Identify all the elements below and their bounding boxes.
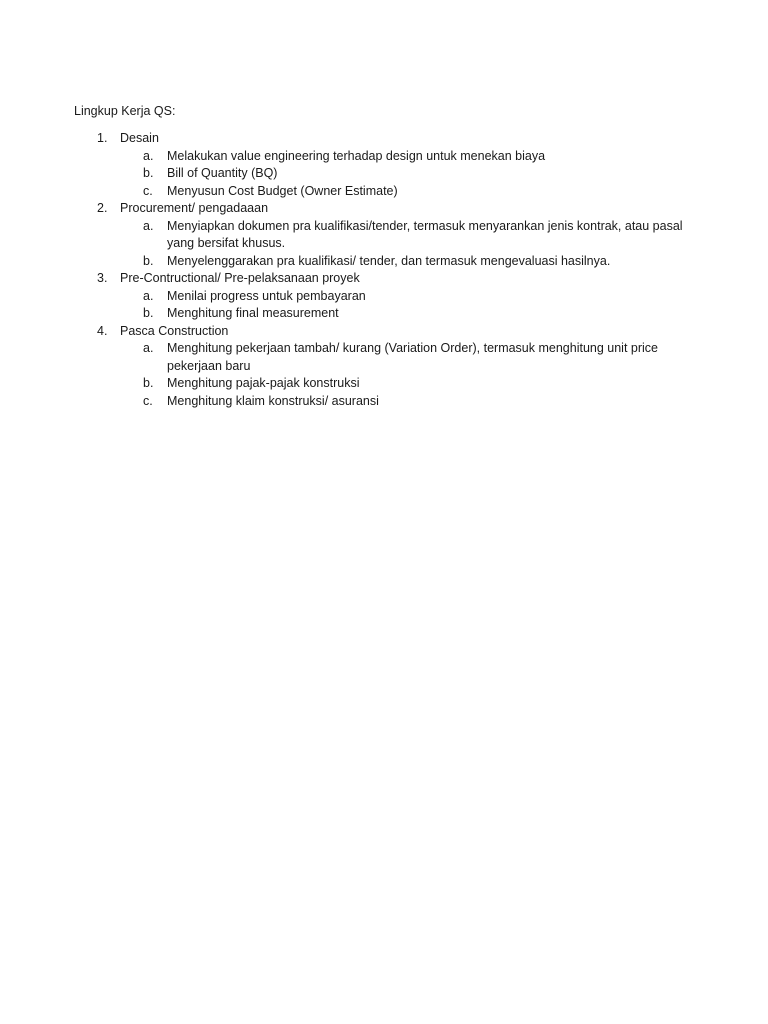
list-section-pre-construction xyxy=(0,270,768,323)
item-text: Menghitung pajak-pajak konstruksi xyxy=(167,376,360,390)
section-number: 4. xyxy=(97,323,108,338)
list-item xyxy=(0,340,768,375)
section-heading-row xyxy=(0,270,768,288)
item-letter: a. xyxy=(143,341,154,355)
section-number: 2. xyxy=(97,201,108,215)
list-item xyxy=(0,288,768,306)
item-text: Menilai progress untuk pembayaran xyxy=(167,288,366,303)
section-heading: Pre-Contructional/ Pre-pelaksanaan proyek xyxy=(120,271,360,285)
item-text: Menghitung pekerjaan tambah/ kurang (Variation Order), termasuk menghitung unit price pekerjaan baru xyxy=(167,341,659,373)
item-letter: b. xyxy=(143,306,154,320)
scope-list xyxy=(0,130,768,410)
section-heading: Pasca Construction xyxy=(120,323,229,338)
item-letter: a. xyxy=(143,218,154,233)
list-item xyxy=(0,305,768,323)
item-text: Menghitung klaim konstruksi/ asuransi xyxy=(167,393,379,408)
section-heading: Procurement/ pengadaaan xyxy=(120,201,269,215)
list-item xyxy=(0,393,768,411)
item-text: Menyiapkan dokumen pra kualifikasi/tender, termasuk menyarankan jenis kontrak, atau pasal yang bersifat khusus. xyxy=(167,218,683,250)
item-letter: b. xyxy=(143,166,154,180)
section-heading-row xyxy=(0,323,768,341)
list-item xyxy=(0,183,768,201)
list-item xyxy=(0,148,768,166)
item-letter: c. xyxy=(143,183,153,198)
list-section-pasca-construction xyxy=(0,323,768,411)
list-section-desain xyxy=(0,130,768,200)
item-letter: b. xyxy=(143,253,154,268)
item-text: Menyusun Cost Budget (Owner Estimate) xyxy=(167,183,398,198)
item-text: Menghitung final measurement xyxy=(167,306,339,320)
section-heading: Desain xyxy=(120,131,159,145)
section-number: 3. xyxy=(97,271,108,285)
section-heading-row xyxy=(0,200,768,218)
list-section-procurement xyxy=(0,200,768,270)
item-text: Bill of Quantity (BQ) xyxy=(167,166,278,180)
item-letter: c. xyxy=(143,393,153,408)
list-item xyxy=(0,165,768,183)
item-text: Melakukan value engineering terhadap design untuk menekan biaya xyxy=(167,148,546,163)
item-text: Menyelenggarakan pra kualifikasi/ tender, dan termasuk mengevaluasi hasilnya. xyxy=(167,253,611,268)
item-letter: a. xyxy=(143,288,154,303)
list-item xyxy=(0,375,768,393)
list-item xyxy=(0,218,768,253)
item-letter: a. xyxy=(143,148,154,163)
document-title: Lingkup Kerja QS: xyxy=(74,104,176,118)
section-heading-row xyxy=(0,130,768,148)
section-number: 1. xyxy=(97,131,108,145)
list-item xyxy=(0,253,768,271)
item-letter: b. xyxy=(143,376,154,390)
